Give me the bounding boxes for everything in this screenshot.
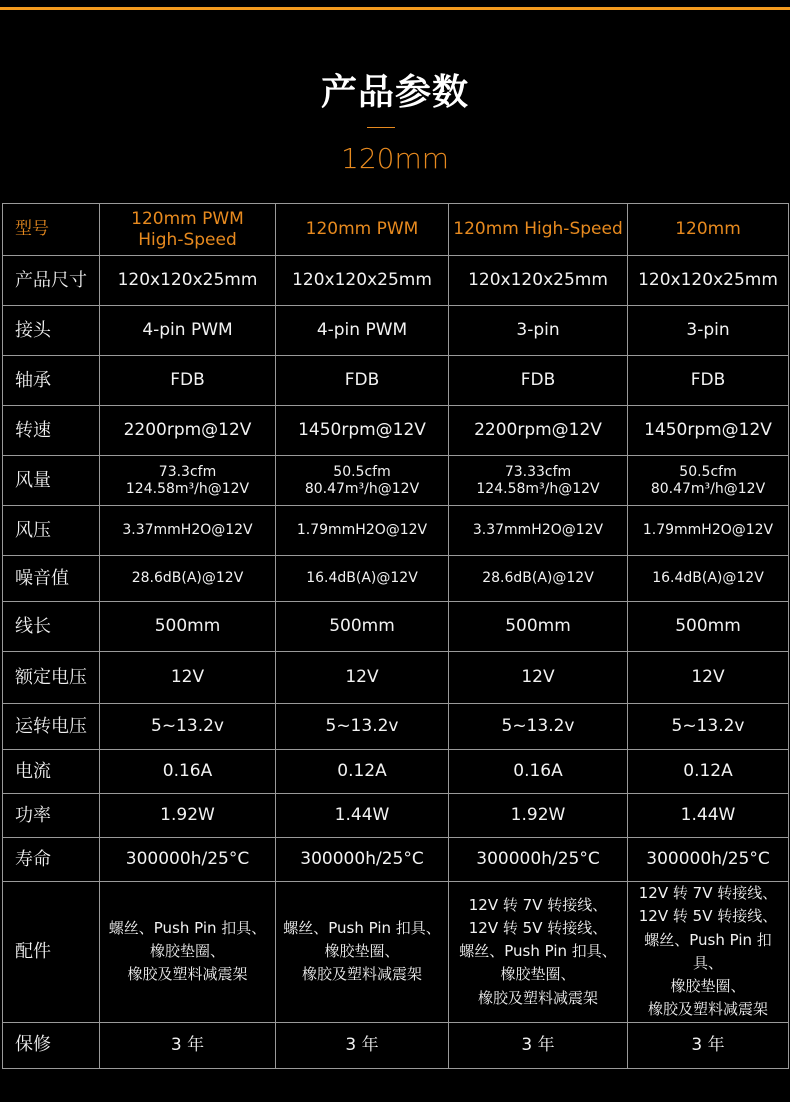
spec-table [2,203,789,1069]
cell-line: 1450rpm@12V [298,420,426,441]
cell-line: 120mm PWM [305,219,419,240]
cell-line: 12V [170,667,205,688]
title-divider [367,127,395,128]
page-title: 产品参数 [320,72,469,113]
row-label: 寿命 [3,838,100,882]
cell-line: 500mm [675,616,741,637]
table-row [3,704,789,750]
model-header-cell [449,204,628,256]
table-cell [449,256,628,306]
table-cell [628,882,789,1023]
row-label: 配件 [3,882,100,1023]
top-accent-bar [0,7,790,10]
table-cell [449,356,628,406]
cell-line: 120x120x25mm [468,270,608,291]
cell-line: 2200rpm@12V [474,420,602,441]
cell-line: 300000h/25°C [476,849,600,870]
row-label: 功率 [3,794,100,838]
cell-line: 3 年 [170,1034,205,1055]
table-row [3,256,789,306]
cell-line: 12V 转 5V 转接线、 [638,907,778,926]
cell-line: 螺丝、Push Pin 扣具、 [644,930,772,972]
table-cell [628,406,789,456]
table-cell [628,556,789,602]
table-row [3,750,789,794]
table-cell [628,456,789,506]
cell-line: 4-pin PWM [142,320,233,341]
cell-line: 500mm [329,616,395,637]
cell-line: 0.12A [337,761,387,782]
cell-line: 螺丝、Push Pin 扣具、 [459,942,617,961]
table-cell [100,794,276,838]
table-cell [276,794,449,838]
row-label: 线长 [3,602,100,652]
cell-line: 300000h/25°C [300,849,424,870]
table-cell [628,750,789,794]
table-cell [276,838,449,882]
table-cell [276,356,449,406]
table-cell [276,1022,449,1068]
row-label: 转速 [3,406,100,456]
cell-line: 12V [521,667,555,688]
table-cell [449,406,628,456]
row-label: 型号 [3,204,100,256]
cell-line: 124.58m³/h@12V [476,480,600,497]
cell-line: 3.37mmH2O@12V [122,522,253,539]
table-cell [449,750,628,794]
table-row [3,838,789,882]
table-row [3,794,789,838]
cell-line: 16.4dB(A)@12V [306,570,418,587]
cell-line: 0.16A [513,761,563,782]
table-cell [628,306,789,356]
table-cell [628,256,789,306]
cell-line: 73.33cfm [504,463,572,480]
row-label: 风量 [3,456,100,506]
cell-line: 5~13.2v [325,716,399,737]
cell-line: 螺丝、Push Pin 扣具、 [108,918,267,937]
cell-line: 80.47m³/h@12V [304,480,420,497]
table-cell [449,602,628,652]
cell-line: 120x120x25mm [292,270,432,291]
cell-line: 橡胶及塑料减震架 [127,965,248,984]
cell-line: 80.47m³/h@12V [650,480,766,497]
cell-line: 橡胶垫圈、 [500,965,576,984]
table-cell [276,556,449,602]
table-cell [276,456,449,506]
table-cell [100,556,276,602]
cell-line: 3 年 [345,1034,379,1055]
table-cell [100,750,276,794]
table-row [3,1022,789,1068]
table-cell [100,456,276,506]
table-cell [100,652,276,704]
cell-line: 12V 转 7V 转接线、 [468,895,608,914]
cell-line: 橡胶垫圈、 [324,942,400,961]
cell-line: 50.5cfm [333,463,391,480]
cell-line: 1.44W [334,805,390,826]
cell-line: 5~13.2v [501,716,575,737]
table-cell [276,602,449,652]
table-cell [449,306,628,356]
cell-line: 124.58m³/h@12V [125,480,250,497]
cell-line: 橡胶垫圈、 [149,942,225,961]
cell-line: High-Speed [138,229,237,250]
table-cell [100,838,276,882]
table-cell [100,882,276,1023]
table-cell [449,506,628,556]
table-cell [276,306,449,356]
table-cell [100,704,276,750]
table-cell [100,306,276,356]
cell-line: FDB [344,370,380,391]
table-cell [628,506,789,556]
table-cell [449,456,628,506]
table-row [3,356,789,406]
cell-line: 3-pin [516,320,560,341]
table-cell [100,256,276,306]
table-row [3,456,789,506]
model-header-cell [628,204,789,256]
cell-line: 12V 转 7V 转接线、 [638,884,778,902]
table-row [3,602,789,652]
cell-line: 1.44W [680,805,736,826]
table-cell [628,602,789,652]
page-subtitle: 120mm [341,142,449,175]
cell-line: 螺丝、Push Pin 扣具、 [283,918,441,937]
table-row [3,652,789,704]
table-header-row [3,204,789,256]
table-row [3,556,789,602]
row-label: 风压 [3,506,100,556]
table-cell [628,794,789,838]
cell-line: 橡胶及塑料减震架 [647,1000,768,1019]
cell-line: 橡胶垫圈、 [670,977,746,995]
table-row [3,406,789,456]
model-header-cell [100,204,276,256]
cell-line: 28.6dB(A)@12V [482,570,594,587]
table-cell [100,1022,276,1068]
row-label: 产品尺寸 [3,256,100,306]
cell-line: 120mm [675,219,741,240]
table-cell [449,794,628,838]
cell-line: 300000h/25°C [646,849,770,870]
cell-line: 120mm PWM [131,209,244,230]
row-label: 噪音值 [3,556,100,602]
table-cell [628,356,789,406]
cell-line: 3 年 [691,1034,725,1055]
table-cell [276,882,449,1023]
cell-line: 5~13.2v [151,716,224,737]
row-label: 保修 [3,1022,100,1068]
cell-line: 1.79mmH2O@12V [296,522,428,539]
table-cell [449,1022,628,1068]
table-cell [276,506,449,556]
cell-line: FDB [690,370,726,391]
row-label: 运转电压 [3,704,100,750]
table-cell [449,556,628,602]
table-cell [100,356,276,406]
table-cell [276,750,449,794]
cell-line: 3 年 [521,1034,555,1055]
cell-line: 16.4dB(A)@12V [652,570,764,587]
table-cell [276,652,449,704]
table-cell [276,406,449,456]
cell-line: 1.79mmH2O@12V [642,522,774,539]
cell-line: 120x120x25mm [117,270,258,291]
row-label: 轴承 [3,356,100,406]
table-row [3,506,789,556]
cell-line: 0.16A [162,761,213,782]
table-cell [449,882,628,1023]
table-cell [100,506,276,556]
table-cell [628,1022,789,1068]
table-cell [276,704,449,750]
cell-line: FDB [170,370,205,391]
cell-line: 橡胶及塑料减震架 [477,988,598,1007]
table-cell [100,602,276,652]
model-header-cell [276,204,449,256]
row-label: 额定电压 [3,652,100,704]
table-cell [449,652,628,704]
cell-line: FDB [520,370,556,391]
cell-line: 50.5cfm [679,463,737,480]
cell-line: 12V [345,667,379,688]
table-cell [100,406,276,456]
table-cell [628,838,789,882]
cell-line: 1.92W [510,805,566,826]
row-label: 接头 [3,306,100,356]
cell-line: 3-pin [686,320,730,341]
cell-line: 12V 转 5V 转接线、 [468,918,608,937]
table-cell [276,256,449,306]
table-row [3,882,789,1023]
table-cell [628,704,789,750]
cell-line: 500mm [154,616,221,637]
cell-line: 橡胶及塑料减震架 [301,965,422,984]
table-row [3,306,789,356]
cell-line: 1.92W [160,805,215,826]
table-cell [449,704,628,750]
table-cell [628,652,789,704]
cell-line: 2200rpm@12V [123,420,252,441]
row-label: 电流 [3,750,100,794]
cell-line: 1450rpm@12V [644,420,772,441]
cell-line: 28.6dB(A)@12V [131,570,244,587]
cell-line: 5~13.2v [671,716,745,737]
cell-line: 0.12A [683,761,733,782]
cell-line: 3.37mmH2O@12V [472,522,604,539]
cell-line: 73.3cfm [158,463,217,480]
cell-line: 300000h/25°C [125,849,250,870]
table-cell [449,838,628,882]
cell-line: 500mm [505,616,571,637]
cell-line: 12V [691,667,725,688]
cell-line: 4-pin PWM [316,320,408,341]
cell-line: 120x120x25mm [638,270,778,291]
cell-line: 120mm High-Speed [453,219,623,240]
